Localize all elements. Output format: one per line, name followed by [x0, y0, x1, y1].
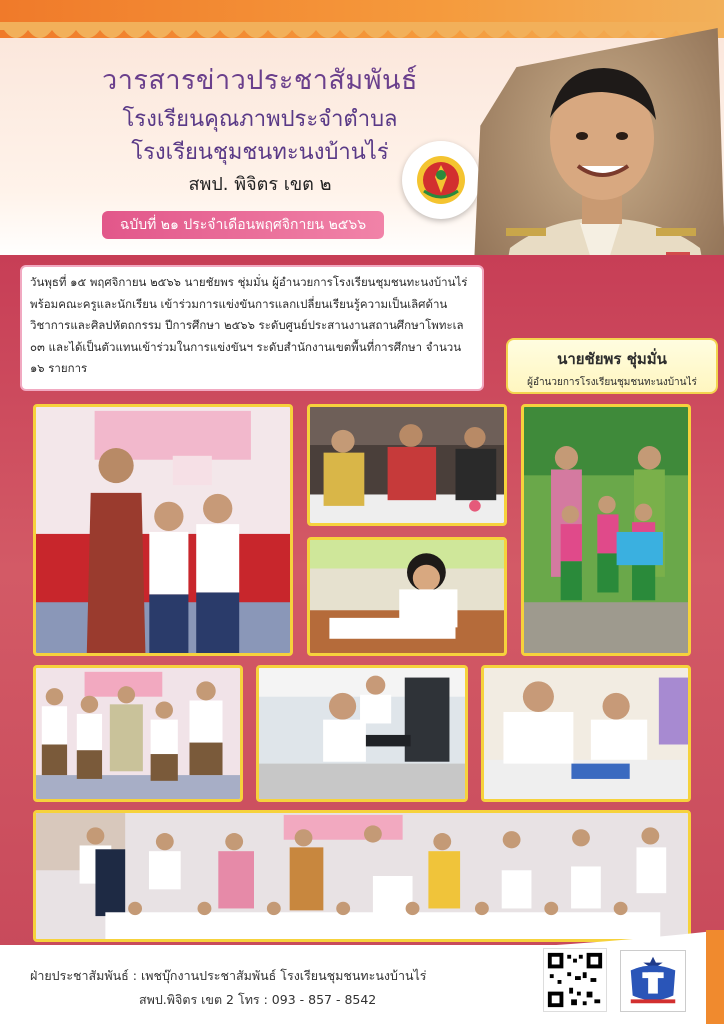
- footer-contact-phone: สพป.พิจิตร เขต 2 โทร : 093 - 857 - 8542: [139, 992, 377, 1007]
- issue-banner: ฉบับที่ ๒๑ ประจำเดือนพฤศจิกายน ๒๕๖๖: [102, 211, 384, 239]
- education-office: สพป. พิจิตร เขต ๒: [188, 174, 332, 195]
- obec-emblem-icon: [402, 141, 480, 219]
- photo-students-at-desk: [481, 665, 691, 802]
- director-name-card: [506, 338, 718, 394]
- photo-group-all: [33, 810, 691, 942]
- photo-judges-table: [307, 404, 507, 526]
- school-logo-icon: [620, 950, 686, 1012]
- footer-orange-corner: [706, 930, 724, 1024]
- school-name: โรงเรียนชุมชนทะนงบ้านไร่: [131, 140, 389, 165]
- director-name: นายชัยพร ชุ่มมั่น: [557, 350, 667, 368]
- school-type: โรงเรียนคุณภาพประจำตำบล: [122, 107, 398, 132]
- photo-students-group-indoor: [33, 665, 243, 802]
- footer-contact-facebook: ฝ่ายประชาสัมพันธ์ : เพชบุ๊กงานประชาสัมพันธ์ โรงเรียนชุมชนทะนงบ้านไร่: [30, 968, 427, 983]
- director-position: ผู้อำนวยการโรงเรียนชุมชนทะนงบ้านไร่: [527, 377, 697, 388]
- photo-computer-lab: [256, 665, 468, 802]
- photo-teacher-students-stage: [33, 404, 293, 656]
- photo-students-poster-outdoor: [521, 404, 691, 656]
- photo-student-writing: [307, 537, 507, 656]
- newsletter-title: วารสารข่าวประชาสัมพันธ์: [102, 65, 418, 96]
- qr-code-icon[interactable]: [543, 948, 607, 1012]
- article-text: วันพุธที่ ๑๕ พฤศจิกายน ๒๕๖๖ นายชัยพร ชุ่มมั่น ผู้อำนวยการโรงเรียนชุมชนทะนงบ้านไร่ พร้อมคณะครูและนักเรียน เข้าร่วมการแข่งขันการแลกเปลี่ยนเรียนรู้ความเป็นเลิศด้านวิชาการและศิลปหัตถกรรม ปีการศึกษา ๒๕๖๖ ระดับศูนย์ประสานงานสถานศึกษาโพทะเล ๐๓ และได้เป็นตัวแทนเข้าร่วมในการแข่งขันฯ ระดับสำนักงานเขตพื้นที่การศึกษา จำนวน ๑๖ รายการ: [20, 265, 484, 391]
